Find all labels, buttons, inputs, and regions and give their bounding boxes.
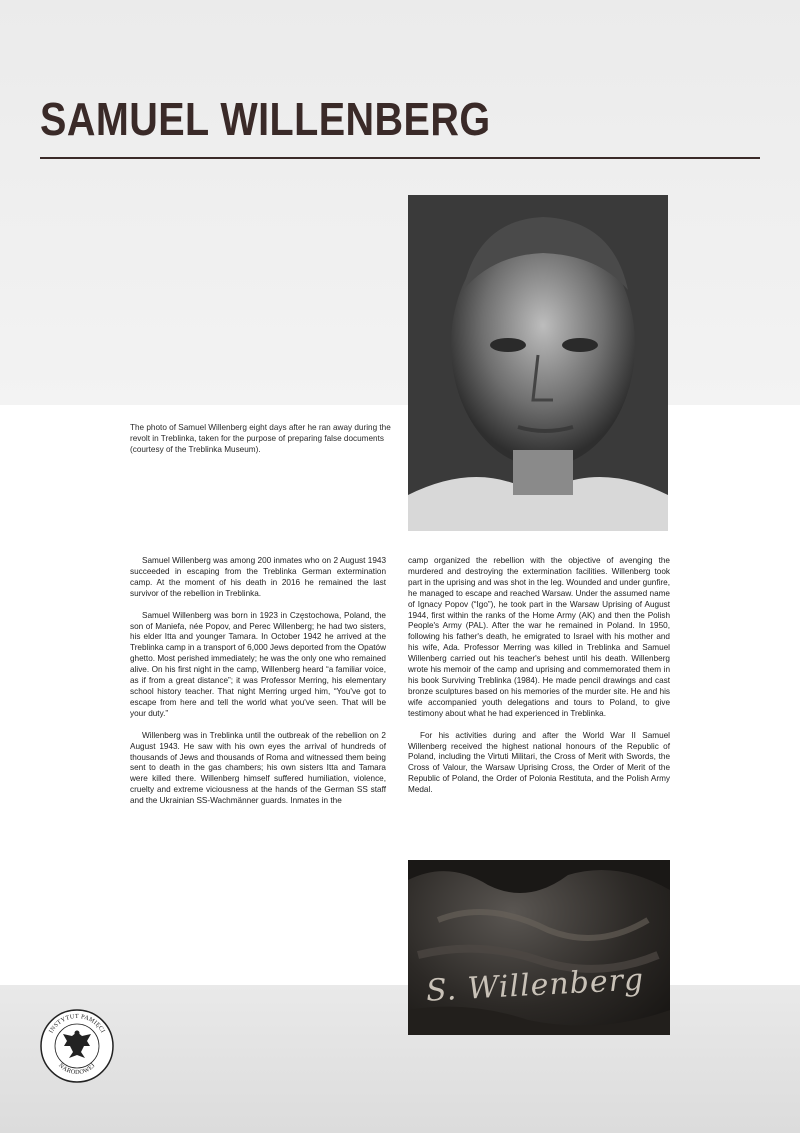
seal-text-bottom: NARODOWEJ	[57, 1062, 97, 1077]
page-title: SAMUEL WILLENBERG	[40, 93, 491, 145]
text-column-left	[130, 556, 386, 818]
photo-caption: The photo of Samuel Willenberg eight days after he ran away during the revolt in Treblinka, taken for the purpose of preparing false documents (courtesy of the Treblinka Museum).	[130, 423, 391, 455]
footer-background	[0, 985, 800, 1133]
paragraph: camp organized the rebellion with the objective of avenging the murdered and destroying the extermination facilities. Willenberg took part in the uprising and was shot in the leg. Wounded and under gunfire, he managed to escape and reached Warsaw. Under the assumed name of Ignacy Popov (“Igo”), he took part in the Warsaw Uprising of August 1944, first within the ranks of the Home Army (AK) and then the Polish People's Army (PAL). After the war he remained in Poland. In 1950, following his father's death, he emigrated to Israel with his mother and his wife, Ada. Professor Merring was killed in Treblinka and Samuel Willenberg carried out his teacher's behest until his death. Willenberg wrote his memoir of the camp and uprising and commemorated them in his book Surviving Treblinka (1984). He made pencil drawings and cast bronze sculptures based on his memories of the murder site. He and his wife accompanied youth delegations and tours to Poland, to give testimony about what he had experienced in Treblinka.	[408, 556, 670, 718]
portrait-photo	[408, 195, 668, 531]
content-background	[0, 405, 800, 985]
signature-text: S. Willenberg	[425, 962, 646, 1009]
header-background	[0, 0, 800, 405]
bronze-texture-icon	[408, 860, 670, 1035]
bronze-signature-photo	[408, 860, 670, 1035]
paragraph: For his activities during and after the World War II Samuel Willenberg received the highest national honours of the Republic of Poland, including the Virtuti Militari, the Cross of Merit with Swords, the Cross of Valour, the Warsaw Uprising Cross, the Order of Merit of the Republic of Poland, the Order of Polonia Restituta, and the Polish Army Medal.	[408, 730, 670, 795]
text-column-right	[408, 556, 670, 807]
paragraph: Willenberg was in Treblinka until the outbreak of the rebellion on 2 August 1943. He saw with his own eyes the arrival of hundreds of thousands of Jews and thousands of Roma and witnessed them being sent to death in the gas chambers; his own sisters Itta and Tamara were killed there. Willenberg himself suffered humiliation, violence, cruelty and extreme viciousness at the hands of the German SS staff and the Ukrainian SS-Wachmänner guards. Inmates in the	[130, 730, 386, 806]
paragraph: Samuel Willenberg was among 200 inmates who on 2 August 1943 succeeded in escaping from the Treblinka German extermination camp. At the moment of his death in 2016 he remained the last survivor of the rebellion in Treblinka.	[130, 556, 386, 598]
ipn-eagle-seal-icon	[39, 1008, 115, 1084]
title-divider	[40, 157, 760, 159]
paragraph: Samuel Willenberg was born in 1923 in Częstochowa, Poland, the son of Maniefa, née Popov, and Perec Willenberg; he had two sisters, his elder Itta and younger Tamara. In October 1942 he arrived at the Treblinka camp in a transport of 6,000 Jews deported from the Opatów ghetto. Most perished immediately; he was the only one who remained alive. On his first night in the camp, Willenberg heard “a familiar voice, as if from a great distance”; it was Professor Merring, his elementary school history teacher. That night Merring urged him, “You've got to escape from here and tell the world what you've seen. That will be your duty.”	[130, 610, 386, 718]
seal-text-top: INSTYTUT PAMIĘCI	[47, 1012, 107, 1035]
portrait-photo-icon	[408, 195, 668, 531]
